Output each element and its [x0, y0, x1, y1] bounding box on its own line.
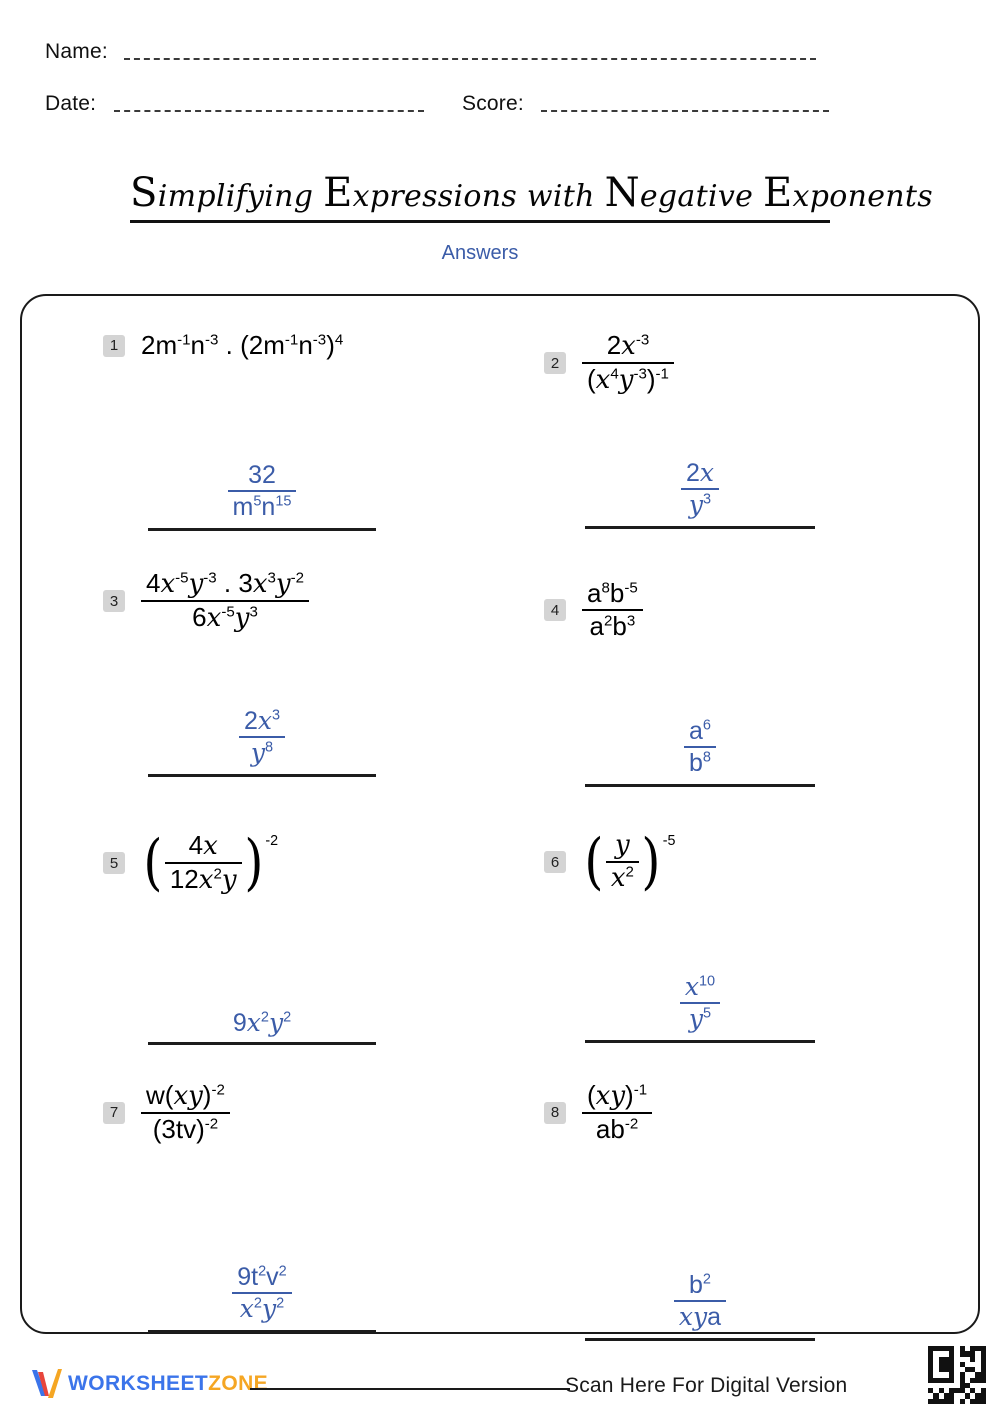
title-text-3: egative	[639, 179, 764, 214]
title-cap-s: S	[130, 170, 158, 216]
problem-number-3: 3	[103, 590, 125, 612]
answer-line-6[interactable]	[585, 1040, 815, 1043]
problem-number-4: 4	[544, 599, 566, 621]
title-cap-e1: E	[323, 170, 353, 216]
answer-line-5[interactable]	[148, 1042, 376, 1045]
name-input-line[interactable]	[124, 58, 816, 60]
answer-line-1[interactable]	[148, 528, 376, 531]
answer-7	[148, 1264, 376, 1333]
name-label: Name:	[45, 40, 108, 63]
answer-expression-1: $\frac{32}{m^5n^{15}}$	[228, 462, 297, 522]
title-text-2: xpressions with	[352, 179, 605, 214]
answer-5	[148, 1010, 376, 1045]
score-field-row	[462, 92, 829, 116]
answer-expression-3: $\frac{2x^3}{y^8}$	[239, 708, 285, 768]
page-title	[130, 170, 933, 216]
date-label: Date:	[45, 92, 97, 115]
answer-expression-4: $\frac{a^6}{b^8}$	[684, 718, 716, 778]
title-text-4: xponents	[792, 179, 933, 214]
footer-divider	[250, 1388, 570, 1390]
answer-expression-8: $\frac{b^2}{\text{xya}}$	[674, 1272, 726, 1332]
problem-1	[103, 332, 343, 359]
answer-2	[585, 460, 815, 529]
problem-8	[544, 1082, 652, 1143]
problem-expression-6: ( $\frac{y}{x^2}$ ) -5	[584, 825, 676, 897]
problem-expression-5: ( $\frac{4x}{12x^2y}$ ) -2	[143, 826, 279, 898]
problem-2	[544, 332, 674, 394]
title-text-1: implifying	[157, 179, 324, 214]
problem-number-5: 5	[103, 852, 125, 874]
qr-code[interactable]	[928, 1346, 986, 1404]
answer-6	[585, 974, 815, 1043]
title-cap-e2: E	[763, 170, 793, 216]
answer-8	[585, 1272, 815, 1341]
answer-line-3[interactable]	[148, 774, 376, 777]
title-cap-n: N	[604, 170, 640, 216]
worksheet-zone-logo[interactable]	[30, 1366, 268, 1402]
left-paren-icon: (	[584, 825, 604, 897]
answer-line-4[interactable]	[585, 784, 815, 787]
scan-text: Scan Here For Digital Version	[565, 1374, 848, 1397]
date-field-row	[45, 92, 424, 116]
brand-worksheet: WORKSHEET	[68, 1372, 209, 1395]
answer-4	[585, 718, 815, 787]
problems-card	[20, 294, 980, 1334]
problem-6	[544, 825, 676, 897]
answer-3	[148, 708, 376, 777]
problem-expression-8: $\frac{(xy)^{-1}}{ab^{-2}}$	[582, 1082, 652, 1143]
problem-7	[103, 1082, 230, 1143]
title-underline	[130, 220, 830, 223]
score-label: Score:	[462, 92, 524, 115]
page-footer	[0, 1352, 1000, 1416]
problem-3	[103, 570, 309, 632]
problem-number-8: 8	[544, 1102, 566, 1124]
problem-expression-4: $\frac{a^8b^{-5}}{a^2b^3}$	[582, 580, 643, 640]
right-paren-icon: )	[243, 826, 263, 898]
problem-4	[544, 580, 643, 640]
problem-expression-1: $2m^{-1}n^{-3}$ . $(2m^{-1}n^{-3})^4$	[141, 330, 344, 360]
brand-text	[68, 1372, 268, 1396]
problem-5	[103, 826, 279, 898]
right-paren-icon: )	[641, 825, 661, 897]
date-input-line[interactable]	[114, 110, 424, 112]
problem-number-2: 2	[544, 352, 566, 374]
problem-expression-3: $\frac{4x^{-5}y^{-3} . 3x^3y^{-2}}{6x^{-5}y^3}$	[141, 570, 309, 632]
answer-expression-5: $9x^2y^2$	[232, 1008, 292, 1037]
logo-v-icon	[30, 1366, 64, 1402]
problem-expression-2: $\frac{2x^{-3}}{(x^4y^{-3})^{-1}}$	[582, 332, 674, 394]
answer-line-2[interactable]	[585, 526, 815, 529]
answer-expression-2: $\frac{2x}{y^3}$	[681, 460, 719, 520]
answer-expression-6: $\frac{x^{10}}{y^5}$	[680, 974, 720, 1034]
answers-subtitle: Answers	[441, 242, 519, 264]
answer-expression-7: $\frac{9t^2v^2}{x^2y^2}$	[232, 1264, 292, 1324]
name-field-row	[45, 40, 816, 64]
answer-1	[148, 462, 376, 531]
problem-expression-7: $\frac{w(xy)^{-2}}{(3tv)^{-2}}$	[141, 1082, 230, 1143]
brand-zone: ZONE	[208, 1372, 269, 1395]
answer-line-7[interactable]	[148, 1330, 376, 1333]
problem-number-1: 1	[103, 335, 125, 357]
problem-number-6: 6	[544, 851, 566, 873]
left-paren-icon: (	[143, 826, 163, 898]
title-block	[130, 170, 933, 223]
problem-number-7: 7	[103, 1102, 125, 1124]
answer-line-8[interactable]	[585, 1338, 815, 1341]
score-input-line[interactable]	[541, 110, 829, 112]
